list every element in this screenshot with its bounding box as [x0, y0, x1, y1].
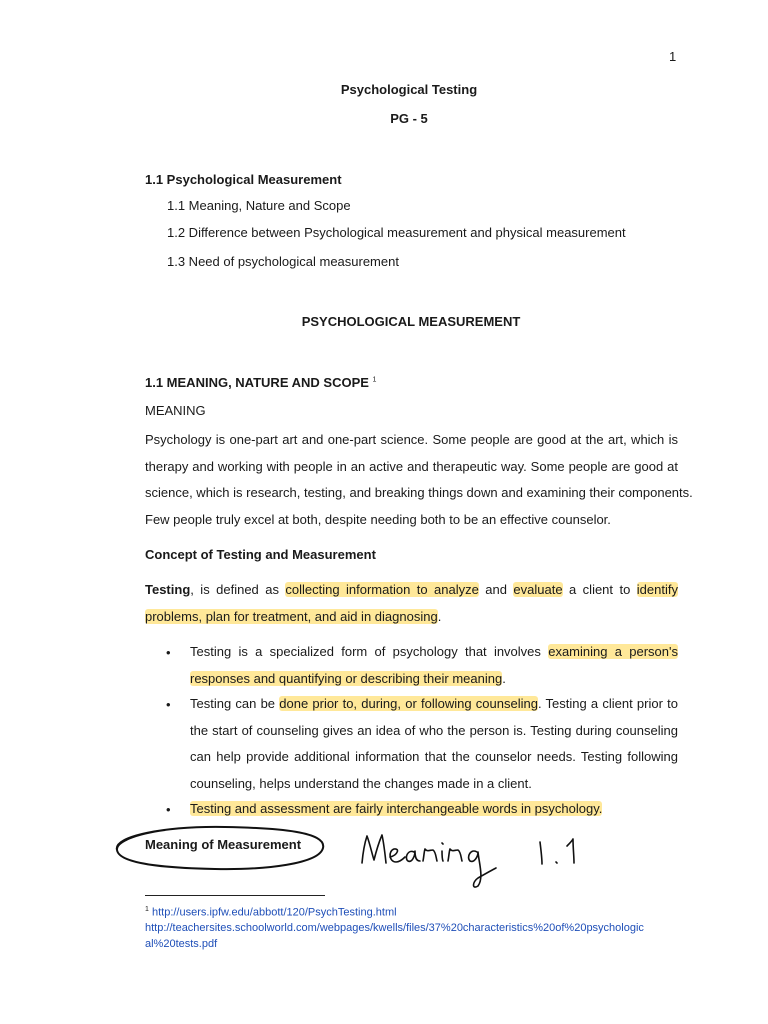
meaning-of-measurement-heading: Meaning of Measurement — [145, 837, 302, 852]
section-title: PSYCHOLOGICAL MEASUREMENT — [301, 314, 521, 329]
paragraph-line: therapy and working with people in an active and therapeutic way. Some people are good at — [145, 458, 678, 474]
paragraph-line: Few people truly excel at both, despite needing both to be an effective counselor. — [145, 511, 611, 527]
bullet-item-2 — [190, 691, 678, 797]
document-title: Psychological Testing — [340, 82, 478, 97]
definition-line-2 — [145, 604, 678, 631]
toc-heading: 1.1 Psychological Measurement — [145, 172, 342, 187]
highlight: identify — [636, 582, 678, 597]
toc-item-3: 1.3 Need of psychological measurement — [167, 254, 399, 269]
concept-heading: Concept of Testing and Measurement — [145, 547, 376, 562]
paragraph-line: Psychology is one-part art and one-part science. Some people are good at the art, which is — [145, 432, 678, 447]
bullet-dot: • — [166, 697, 171, 712]
footnote-link-2[interactable]: http://teachersites.schoolworld.com/webpages/kwells/files/37%20characteristics%20of%20psychologic — [145, 922, 644, 934]
footnote-marker: 1 — [145, 906, 149, 913]
bullet-item-1 — [190, 639, 678, 692]
intro-paragraph — [145, 427, 693, 533]
bullet-text: . Testing a client prior to — [537, 696, 678, 711]
footnote-separator — [145, 895, 325, 896]
toc-item-1: 1.1 Meaning, Nature and Scope — [167, 198, 351, 213]
definition-line-1 — [145, 577, 678, 604]
definition-text: . — [437, 608, 442, 624]
bullet-dot: • — [166, 802, 171, 817]
bullet-text: Testing is a specialized form of psychology that involves — [190, 644, 541, 659]
paragraph-line: science, which is research, testing, and breaking things down and examining their components. — [145, 485, 693, 500]
footnote-reference[interactable]: 1 — [372, 376, 377, 384]
highlight: collecting information to analyze — [285, 582, 479, 597]
subheading-text: 1.1 MEANING, NATURE AND SCOPE — [145, 375, 369, 390]
bullet-line: counseling, helps understand the changes made in a client. — [190, 775, 532, 791]
highlight: evaluate — [513, 582, 563, 597]
bullet-dot: • — [166, 645, 171, 660]
bullet-line — [190, 666, 678, 693]
footnote-1 — [145, 906, 397, 919]
section-subheading — [145, 375, 376, 390]
footnote-link-2-continued[interactable]: al%20tests.pdf — [145, 938, 218, 950]
term-testing: Testing — [145, 582, 191, 597]
bullet-line: can help provide additional information that the counselor needs. Testing following — [190, 749, 678, 764]
highlight: Testing and assessment are fairly interchangeable words in psychology. — [190, 801, 603, 816]
document-subtitle: PG - 5 — [390, 111, 428, 126]
highlight: done prior to, during, or following counseling — [279, 696, 538, 711]
definition-text: and — [485, 582, 507, 597]
bullet-line: the start of counseling gives an idea of who the person is. Testing during counseling — [190, 722, 678, 738]
footnote-link-1[interactable]: http://users.ipfw.edu/abbott/120/PsychTesting.html — [151, 906, 397, 919]
highlight: problems, plan for treatment, and aid in diagnosing — [145, 608, 438, 624]
bullet-text: Testing can be — [190, 696, 276, 711]
bullet-line — [190, 639, 678, 666]
hand-drawn-circle — [105, 818, 345, 878]
highlight: examining a person's — [548, 644, 678, 659]
definition-text: a client to — [569, 582, 631, 597]
toc-item-2: 1.2 Difference between Psychological measurement and physical measurement — [167, 225, 626, 240]
meaning-label: MEANING — [145, 403, 206, 418]
bullet-line — [190, 691, 678, 718]
highlight: responses and quantifying or describing their meaning — [190, 670, 503, 686]
page-number: 1 — [669, 49, 677, 64]
bullet-text: . — [502, 670, 506, 686]
handwriting-annotation — [360, 830, 600, 890]
testing-definition — [145, 577, 678, 630]
definition-text: , is defined as — [190, 582, 279, 597]
